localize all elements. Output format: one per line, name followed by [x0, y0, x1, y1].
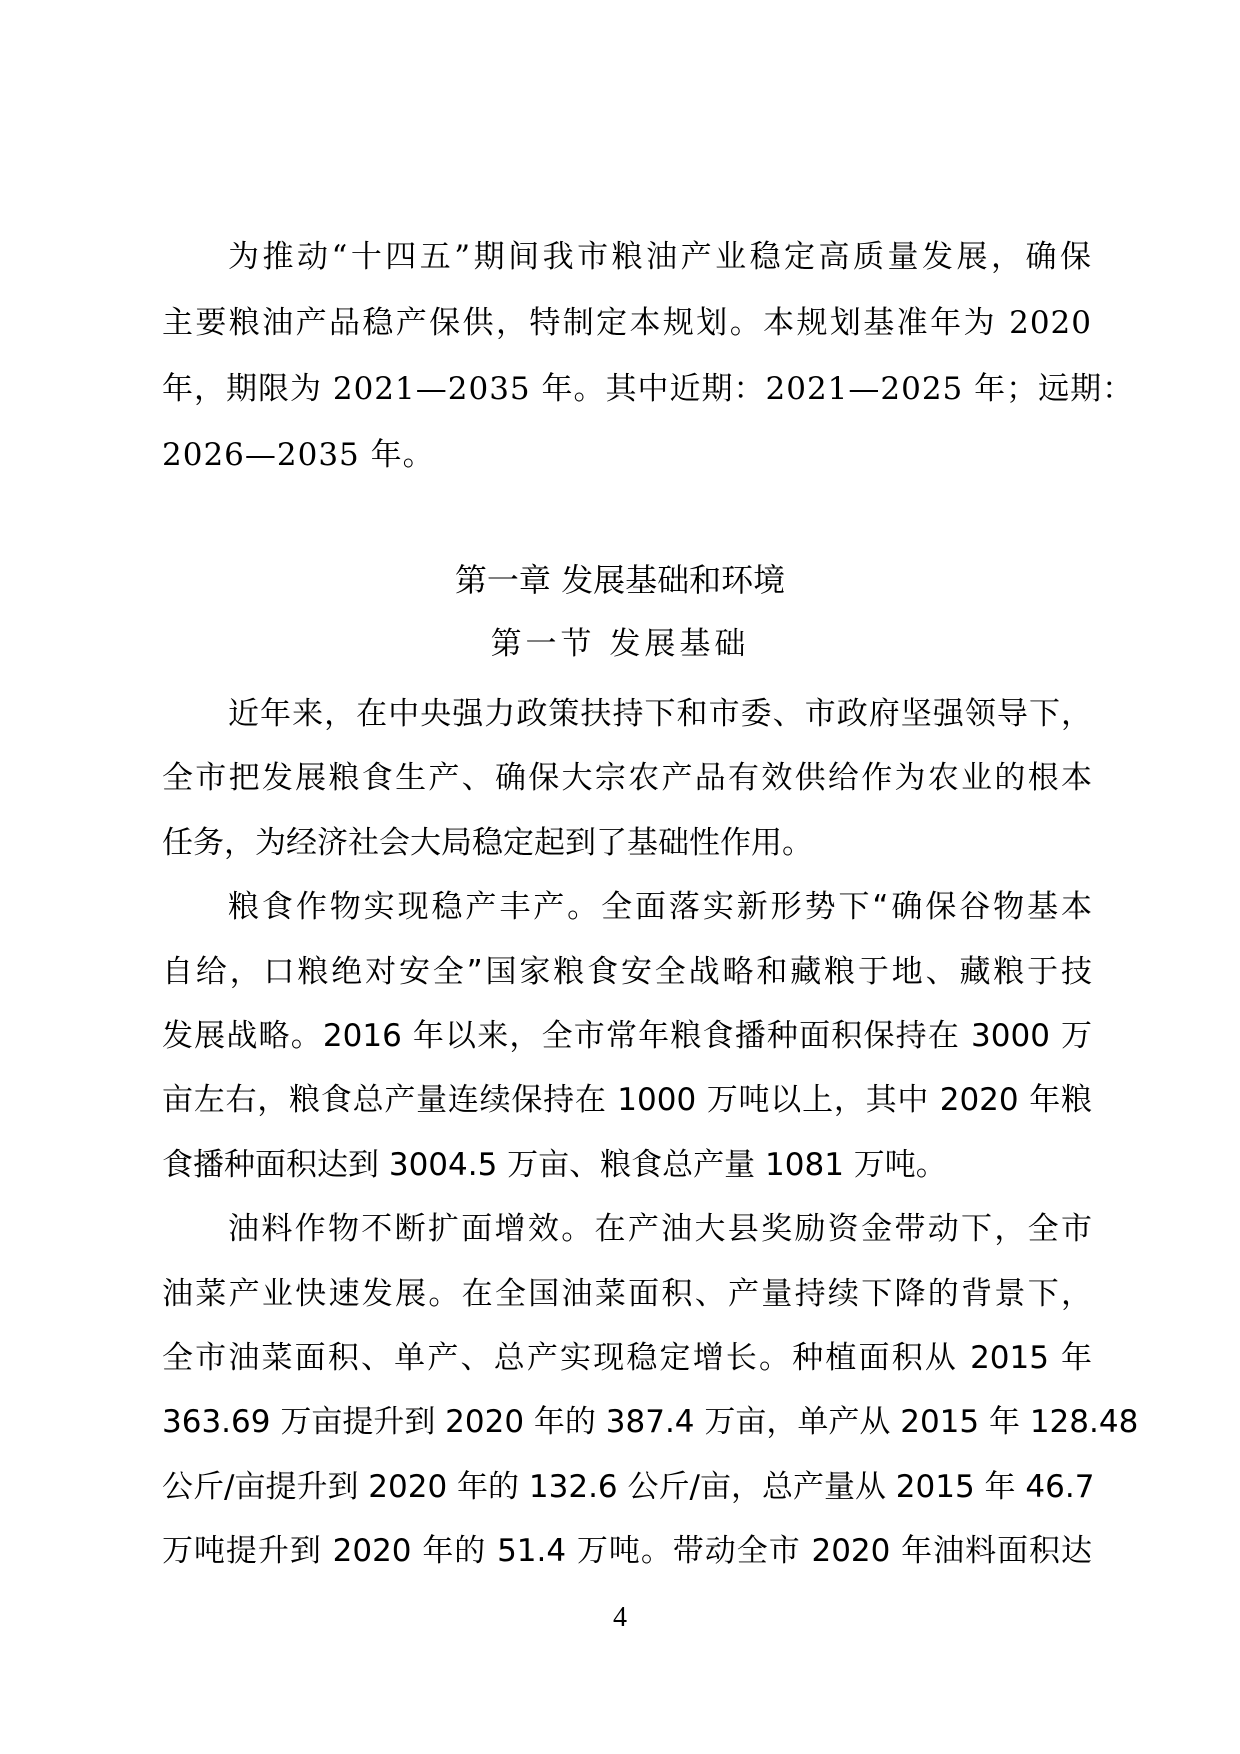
intro-paragraph: [162, 224, 1135, 488]
intro-line: 2026—2035 年。: [162, 437, 435, 473]
page-number: 4: [613, 1602, 627, 1633]
body-line: 食播种面积达到 3004.5 万亩、粮食总产量 1081 万吨。: [162, 1146, 947, 1183]
intro-line: 主要粮油产品稳产保供，特制定本规划。本规划基准年为 2020: [162, 305, 1092, 341]
section-title: 第一节 发展基础: [490, 626, 750, 662]
body-line: 自给，口粮绝对安全”国家粮食安全战略和藏粮于地、藏粮于技: [162, 953, 1092, 990]
body-line: 粮食作物实现稳产丰产。全面落实新形势下“确保谷物基本: [228, 889, 1092, 926]
intro-line: 年，期限为 2021—2035 年。其中近期：2021—2025 年；远期：: [162, 371, 1135, 407]
body-line: 363.69 万亩提升到 2020 年的 387.4 万亩，单产从 2015 年 128.48: [162, 1404, 1139, 1441]
body-line: 公斤/亩提升到 2020 年的 132.6 公斤/亩，总产量从 2015 年 46.7: [162, 1468, 1095, 1505]
body-line: 发展战略。2016 年以来，全市常年粮食播种面积保持在 3000 万: [162, 1017, 1092, 1054]
body-line: 近年来，在中央强力政策扶持下和市委、市政府坚强领导下，: [228, 696, 1092, 732]
chapter-title: 第一章 发展基础和环境: [454, 561, 786, 599]
body-line: 全市油菜面积、单产、总产实现稳定增长。种植面积从 2015 年: [162, 1339, 1092, 1376]
body-line: 万吨提升到 2020 年的 51.4 万吨。带动全市 2020 年油料面积达: [162, 1533, 1092, 1570]
body-line: 亩左右，粮食总产量连续保持在 1000 万吨以上，其中 2020 年粮: [162, 1082, 1092, 1119]
body-line: 任务，为经济社会大局稳定起到了基础性作用。: [162, 824, 813, 861]
body-line: 油菜产业快速发展。在全国油菜面积、产量持续下降的背景下，: [162, 1275, 1092, 1312]
body-line: 油料作物不断扩面增效。在产油大县奖励资金带动下，全市: [228, 1211, 1092, 1248]
intro-line: 为推动“十四五”期间我市粮油产业稳定高质量发展，确保: [228, 239, 1092, 275]
body-text: [162, 682, 1139, 1583]
body-line: 全市把发展粮食生产、确保大宗农产品有效供给作为农业的根本: [162, 760, 1092, 797]
